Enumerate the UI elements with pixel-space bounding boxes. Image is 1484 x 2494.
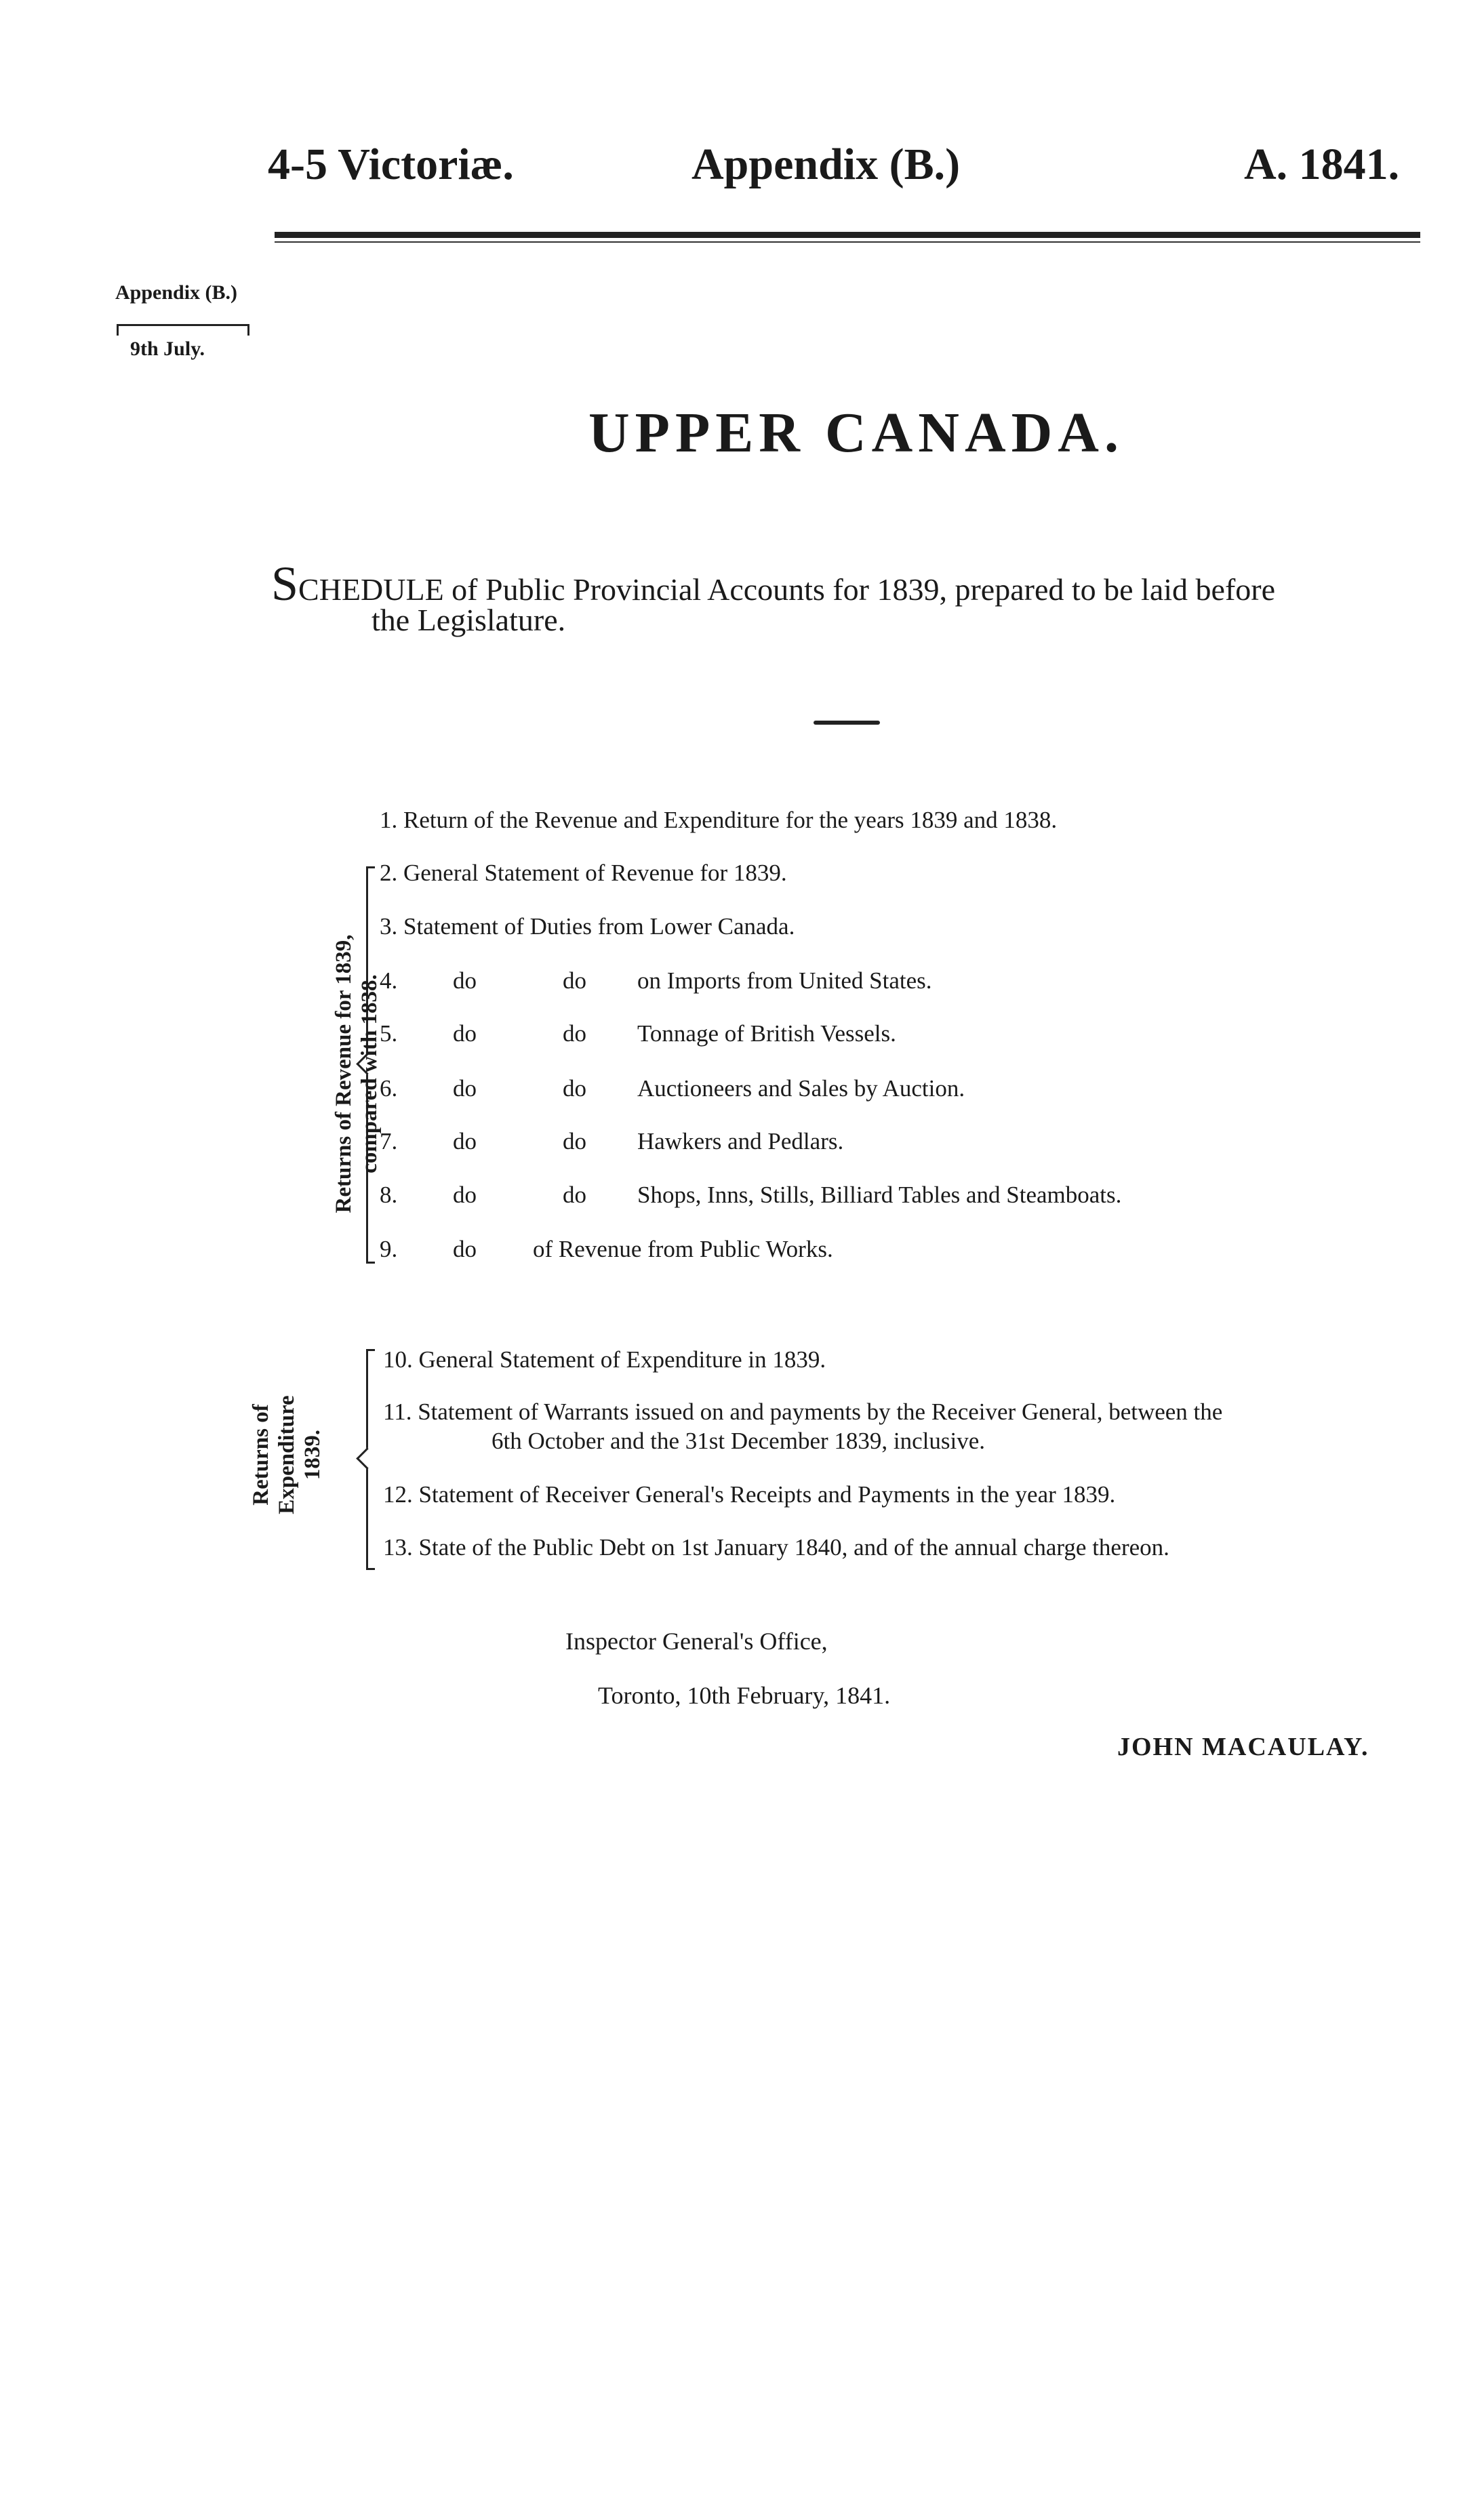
header-right: A. 1841.	[1244, 140, 1400, 189]
list-item	[380, 913, 795, 940]
item-ditto-2: do	[563, 1128, 586, 1154]
list-item	[380, 967, 932, 994]
schedule-heading-line2: the Legislature.	[372, 603, 566, 637]
item-text: State of the Public Debt on 1st January 1840, and of the annual charge thereon.	[418, 1534, 1169, 1561]
item-ditto-1: do	[453, 967, 477, 994]
margin-note-brace	[117, 324, 249, 336]
list-item	[380, 807, 1057, 834]
list-item	[380, 1236, 833, 1263]
item-text: Statement of Duties from Lower Canada.	[403, 913, 795, 940]
item-ditto-2: do	[563, 967, 586, 994]
item-number: 4.	[380, 967, 398, 994]
item-number: 13.	[383, 1534, 413, 1561]
list-item-continuation: 6th October and the 31st December 1839, inclusive.	[492, 1428, 985, 1454]
item-number: 8.	[380, 1182, 398, 1208]
item-text: General Statement of Expenditure in 1839.	[418, 1346, 826, 1373]
item-number: 6.	[380, 1075, 398, 1102]
signature-name: JOHN MACAULAY.	[1117, 1733, 1369, 1761]
item-ditto-1: do	[453, 1128, 477, 1154]
list-item	[380, 1075, 965, 1102]
header-left: 4-5 Victoriæ.	[268, 140, 514, 189]
page-title: UPPER CANADA.	[588, 401, 1124, 464]
expenditure-group-label: Returns of Expenditure 1839.	[249, 1395, 325, 1514]
schedule-initial: S	[271, 557, 299, 611]
item-text: Return of the Revenue and Expenditure for the years 1839 and 1838.	[403, 807, 1058, 833]
item-ditto-2: do	[563, 1020, 586, 1047]
item-text: General Statement of Revenue for 1839.	[403, 860, 787, 886]
item-number: 9.	[380, 1236, 398, 1262]
list-item	[380, 1182, 1121, 1209]
margin-note-bottom: 9th July.	[130, 338, 205, 360]
list-item	[383, 1534, 1169, 1561]
section-dash	[814, 721, 880, 725]
item-number: 10.	[383, 1346, 413, 1373]
item-ditto-2: do	[563, 1075, 586, 1102]
item-text: Statement of Warrants issued on and payments by the Receiver General, between the	[418, 1399, 1223, 1425]
item-text: Statement of Receiver General's Receipts and Payments in the year 1839.	[418, 1481, 1116, 1508]
item-ditto-1: do	[453, 1075, 477, 1102]
list-item	[383, 1346, 826, 1373]
margin-note-top: Appendix (B.)	[115, 281, 238, 304]
list-item	[383, 1399, 1222, 1426]
header-rule-thick	[275, 232, 1420, 238]
header-center: Appendix (B.)	[691, 140, 961, 189]
list-item	[380, 1128, 843, 1155]
list-item	[380, 860, 787, 887]
item-ditto-2: do	[563, 1182, 586, 1208]
item-number: 2.	[380, 860, 398, 886]
item-text: Tonnage of British Vessels.	[637, 1020, 896, 1047]
item-ditto-1: do	[453, 1020, 477, 1047]
item-number: 1.	[380, 807, 398, 833]
item-text: Auctioneers and Sales by Auction.	[637, 1075, 965, 1102]
item-number: 3.	[380, 913, 398, 940]
item-number: 5.	[380, 1020, 398, 1047]
list-item	[383, 1481, 1115, 1508]
item-text: Shops, Inns, Stills, Billiard Tables and Steamboats.	[637, 1182, 1122, 1208]
item-text: on Imports from United States.	[637, 967, 932, 994]
list-item	[380, 1020, 896, 1047]
item-text: Hawkers and Pedlars.	[637, 1128, 844, 1154]
item-text: of Revenue from Public Works.	[533, 1236, 833, 1262]
signature-place-date: Toronto, 10th February, 1841.	[598, 1682, 891, 1709]
header-rule-thin	[275, 241, 1420, 243]
item-number: 7.	[380, 1128, 398, 1154]
schedule-line1-text: CHEDULE of Public Provincial Accounts for 1839, prepared to be laid before	[298, 572, 1276, 607]
signature-office: Inspector General's Office,	[565, 1628, 828, 1655]
item-number: 12.	[383, 1481, 413, 1508]
revenue-group-label: Returns of Revenue for 1839, compared with 1838.	[332, 934, 382, 1213]
item-number: 11.	[383, 1399, 412, 1425]
item-ditto-1: do	[453, 1182, 477, 1208]
item-ditto-1: do	[453, 1236, 477, 1262]
